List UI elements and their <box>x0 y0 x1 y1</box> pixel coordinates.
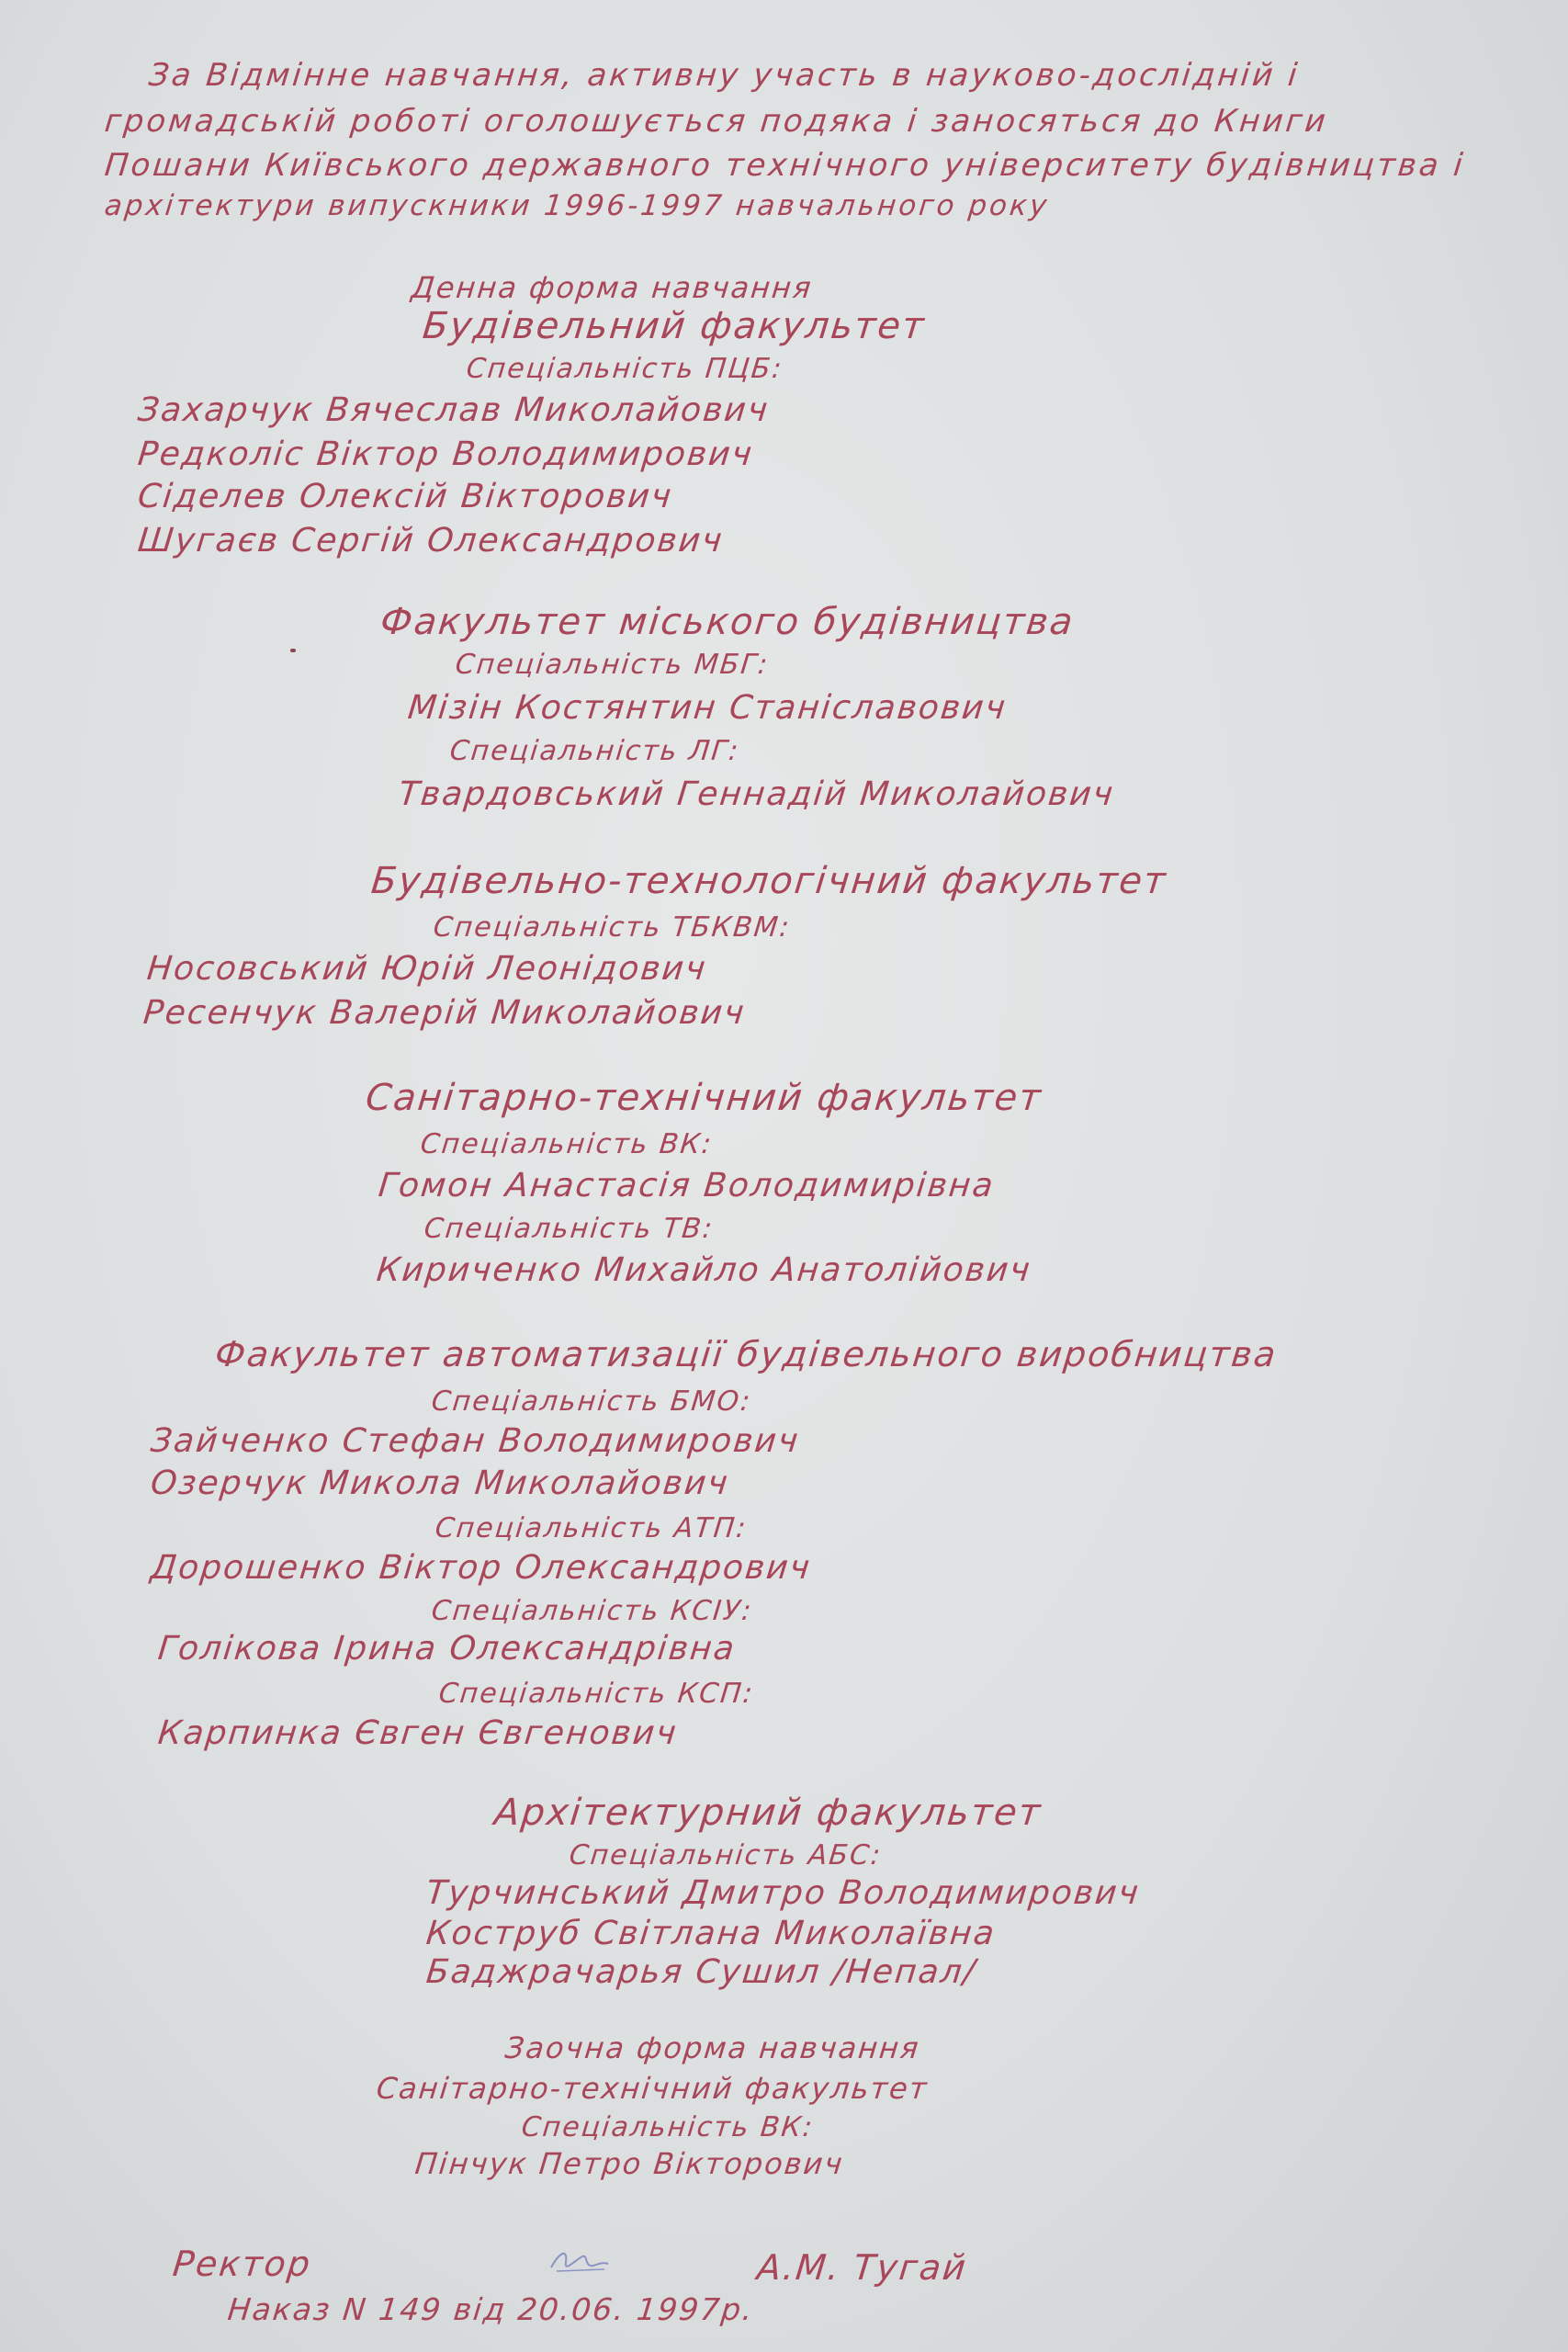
specialty-label: Спеціальність ЛГ: <box>448 735 742 767</box>
graduate-name: Ресенчук Валерій Миколайович <box>141 994 748 1032</box>
graduate-name: Пінчук Петро Вікторович <box>413 2146 846 2181</box>
graduate-name: Баджрачарья Сушил /Непал/ <box>424 1953 979 1991</box>
graduate-name: Гомон Анастасія Володимирівна <box>377 1167 997 1204</box>
intro-line-3: Пошани Київського державного технічного університету будівництва і <box>103 147 1468 184</box>
graduate-name: Турчинський Дмитро Володимирович <box>424 1874 1142 1912</box>
faculty-title-construction: Будівельний факультет <box>421 305 928 347</box>
specialty-label: Спеціальність ТВ: <box>423 1213 716 1245</box>
specialty-label: Спеціальність БМО: <box>430 1385 754 1418</box>
graduate-name: Шугаєв Сергій Олександрович <box>136 522 726 560</box>
faculty-title-sanitary: Санітарно-технічний факультет <box>364 1077 1045 1119</box>
graduate-name: Дорошенко Віктор Олександрович <box>149 1549 814 1587</box>
study-form-extramural: Заочна форма навчання <box>503 2030 922 2065</box>
ink-speck <box>290 649 296 652</box>
specialty-label: Спеціальність ПЦБ: <box>465 353 785 385</box>
specialty-label: Спеціальність МБГ: <box>454 649 772 681</box>
graduate-name: Твардовський Геннадій Миколайович <box>397 775 1117 813</box>
rector-signature <box>547 2242 612 2278</box>
intro-line-2: громадській роботі оголошується подяка і заносяться до Книги <box>103 103 1330 140</box>
intro-line-4: архітектури випускники 1996-1997 навчального року <box>103 189 1052 222</box>
specialty-label: Спеціальність КСП: <box>437 1678 756 1710</box>
specialty-label: Спеціальність ВК: <box>419 1128 715 1160</box>
faculty-title-architecture: Архітектурний факультет <box>492 1792 1044 1834</box>
graduate-name: Кириченко Михайло Анатолійович <box>375 1251 1033 1289</box>
graduate-name: Мізін Костянтин Станіславович <box>406 689 1010 727</box>
specialty-label: Спеціальність АБС: <box>568 1839 884 1871</box>
graduate-name: Сіделев Олексій Вікторович <box>136 478 675 515</box>
study-form-day: Денна форма навчання <box>410 270 815 305</box>
specialty-label: Спеціальність ВК: <box>520 2111 816 2143</box>
graduate-name: Озерчук Микола Миколайович <box>149 1464 731 1502</box>
faculty-title-technology: Будівельно-технологічний факультет <box>369 860 1169 902</box>
order-reference: Наказ N 149 від 20.06. 1997р. <box>226 2291 756 2327</box>
specialty-label: Спеціальність ТБКВМ: <box>432 911 793 944</box>
graduate-name: Голікова Ірина Олександрівна <box>156 1630 738 1668</box>
graduate-name: Зайченко Стефан Володимирович <box>149 1422 802 1460</box>
graduate-name: Носовський Юрій Леонідович <box>145 950 709 988</box>
specialty-label: Спеціальність АТП: <box>434 1512 750 1544</box>
specialty-label: Спеціальність КСІУ: <box>430 1595 755 1627</box>
graduate-name: Редколіс Віктор Володимирович <box>136 435 756 473</box>
faculty-title-sanitary-extramural: Санітарно-технічний факультет <box>375 2071 931 2106</box>
intro-line-1: За Відмінне навчання, активну участь в науково-дослідній і <box>147 57 1302 94</box>
rector-name: А.М. Тугай <box>755 2247 970 2288</box>
graduate-name: Карпинка Євген Євгенович <box>156 1714 680 1752</box>
faculty-title-automation: Факультет автоматизації будівельного виробництва <box>213 1334 1280 1374</box>
graduate-name: Захарчук Вячеслав Миколайович <box>136 391 772 429</box>
graduate-name: Коструб Світлана Миколаївна <box>424 1915 998 1952</box>
faculty-title-urban: Факультет міського будівництва <box>378 601 1077 643</box>
rector-label: Ректор <box>171 2244 314 2284</box>
